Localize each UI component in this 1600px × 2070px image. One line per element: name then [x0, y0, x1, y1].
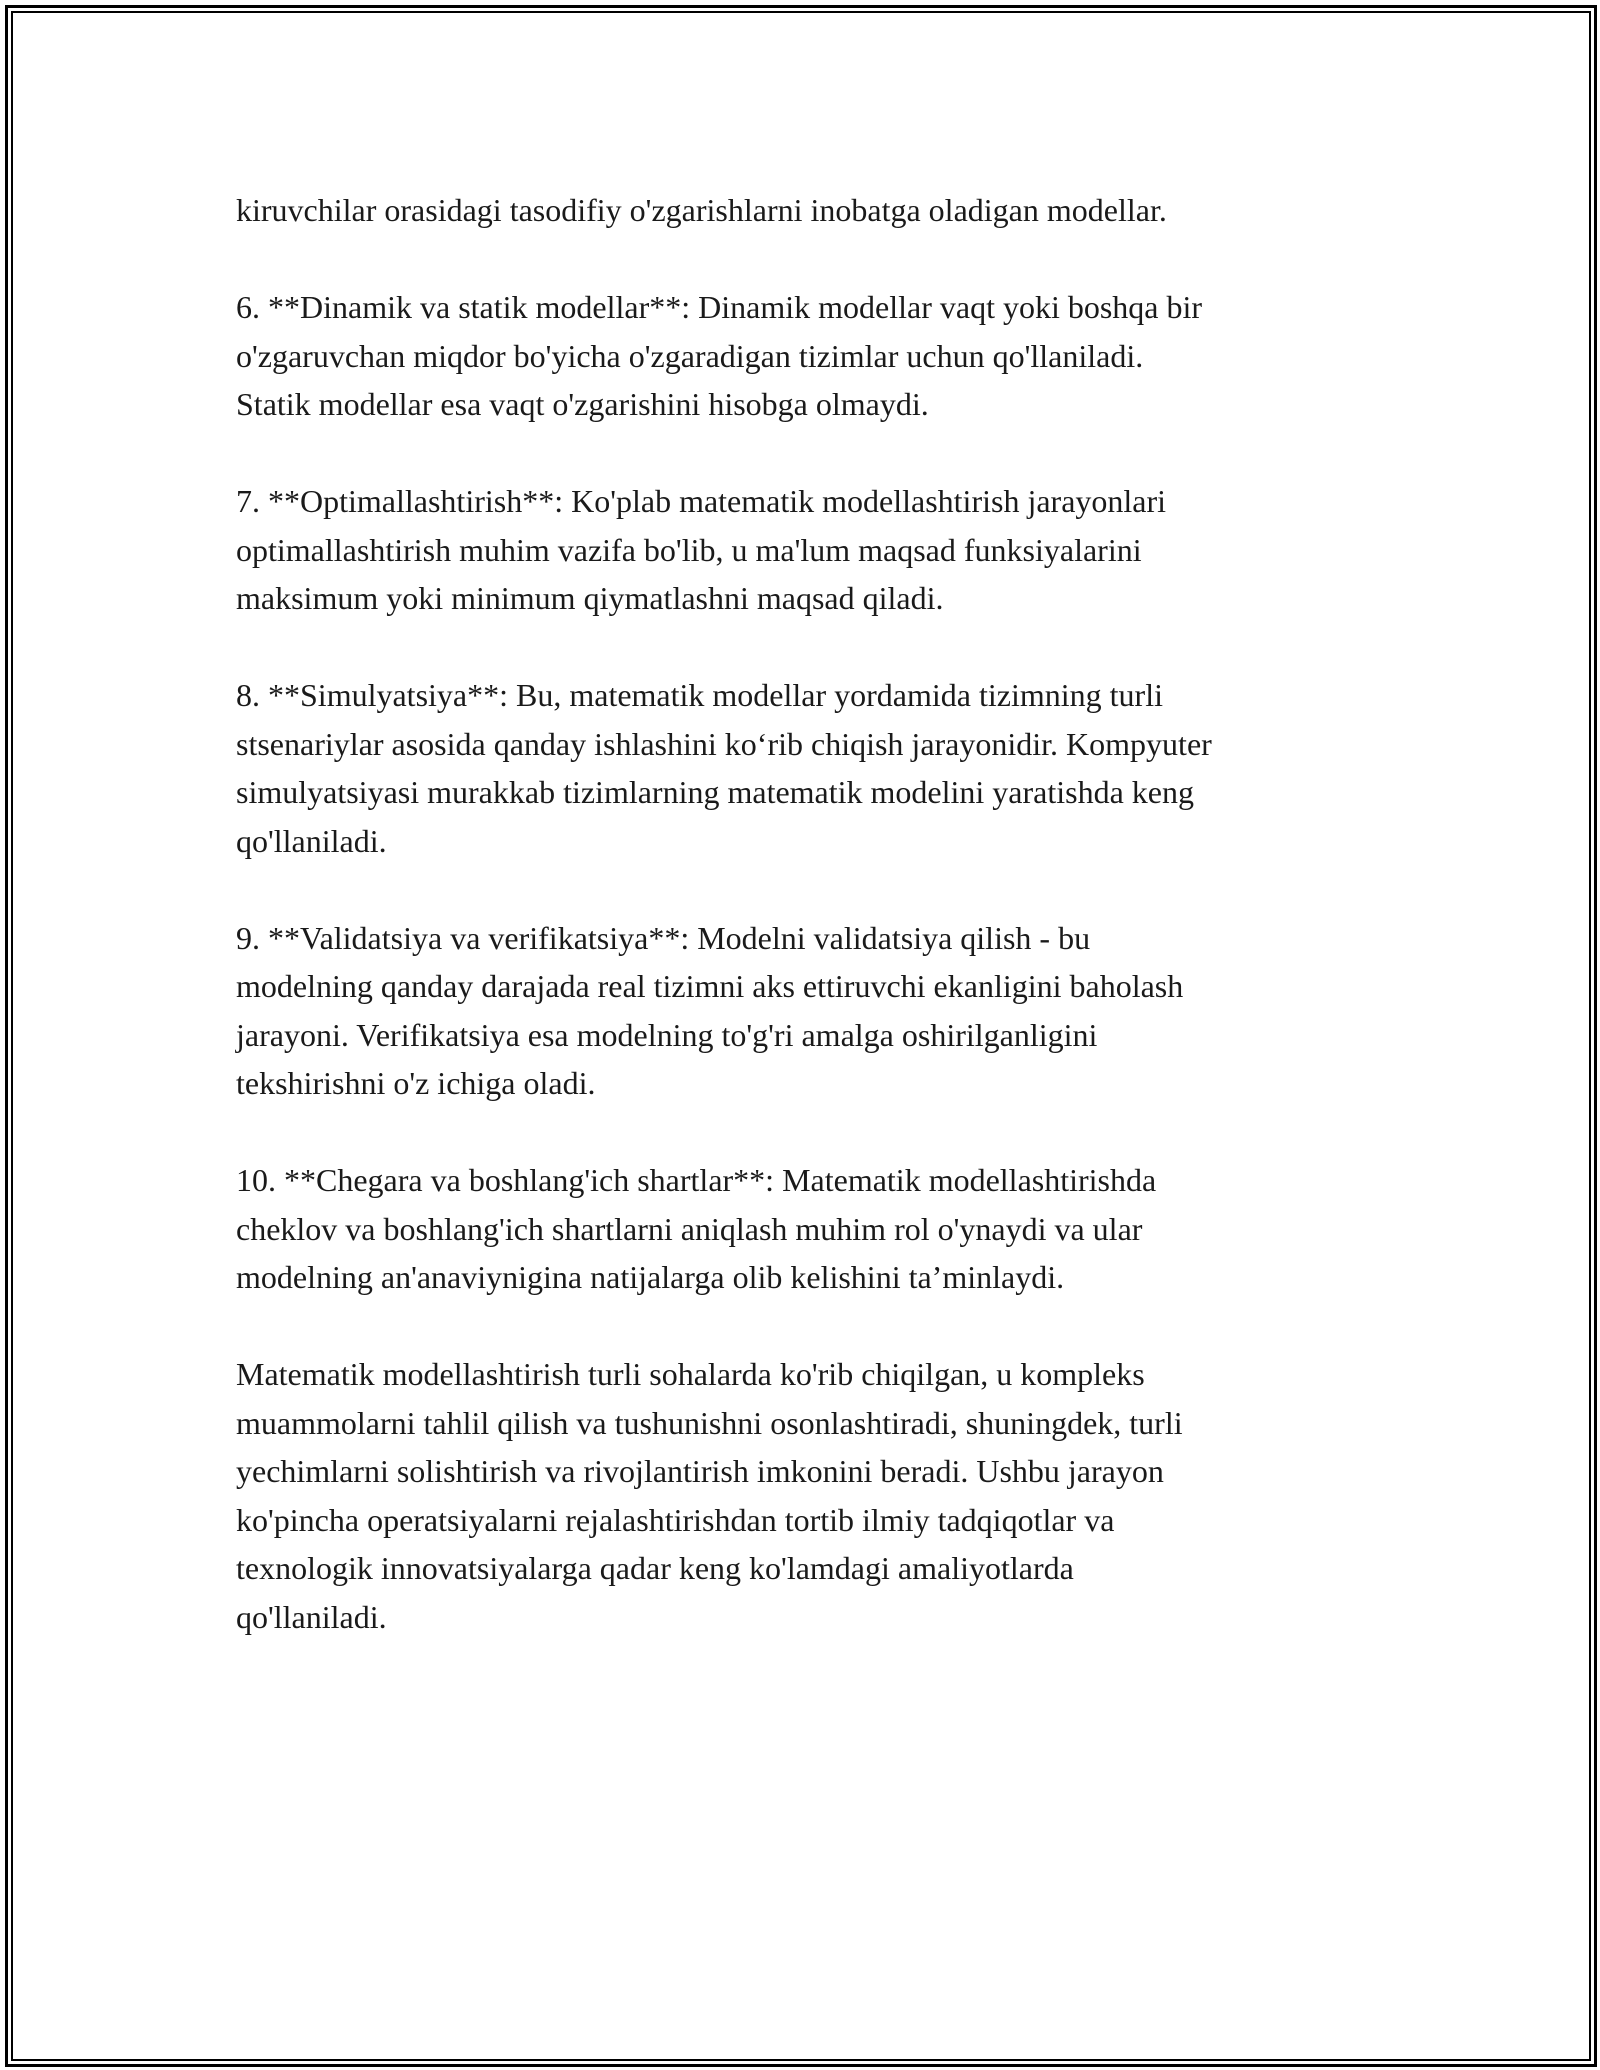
- paragraph-simulation: 8. **Simulyatsiya**: Bu, matematik modellar yordamida tizimning turli stsenariylar asosida qanday ishlashini ko‘rib chiqish jarayonidir. Kompyuter simulyatsiyasi murakkab tizimlarning matematik modelini yaratishda keng qo'llaniladi.: [236, 677, 1212, 859]
- paragraph-boundary-initial-conditions: 10. **Chegara va boshlang'ich shartlar**: Matematik modellashtirishda cheklov va boshlang'ich shartlarni aniqlash muhim rol o'ynaydi va ular modelning an'anaviynigina natijalarga olib kelishini ta’minlaydi.: [236, 1162, 1157, 1295]
- paragraph-conclusion: Matematik modellashtirish turli sohalarda ko'rib chiqilgan, u kompleks muammolarni tahlil qilish va tushunishni osonlashtiradi, shuningdek, turli yechimlarni solishtirish va rivojlantirish imkonini beradi. Ushbu jarayon ko'pincha operatsiyalarni rejalashtirishdan tortib ilmiy tadqiqotlar va texnologik innovatsiyalarga qadar keng ko'lamdagi amaliyotlarda qo'llaniladi.: [236, 1356, 1183, 1635]
- paragraph-dynamic-static-models: 6. **Dinamik va statik modellar**: Dinamik modellar vaqt yoki boshqa bir o'zgaruvchan miqdor bo'yicha o'zgaradigan tizimlar uchun qo'llaniladi. Statik modellar esa vaqt o'zgarishini hisobga olmaydi.: [236, 289, 1203, 422]
- paragraph-validation-verification: 9. **Validatsiya va verifikatsiya**: Modelni validatsiya qilish - bu modelning qanday darajada real tizimni aks ettiruvchi ekanligini baholash jarayoni. Verifikatsiya esa modelning to'g'ri amalga oshirilganligini tekshirishni o'z ichiga oladi.: [236, 919, 1184, 1101]
- document-body: [236, 186, 1366, 1690]
- paragraph-continuation: kiruvchilar orasidagi tasodifiy o'zgarishlarni inobatga oladigan modellar.: [236, 192, 1167, 228]
- paragraph-optimization: 7. **Optimallashtirish**: Ko'plab matematik modellashtirish jarayonlari optimallashtirish muhim vazifa bo'lib, u ma'lum maqsad funksiyalarini maksimum yoki minimum qiymatlashni maqsad qiladi.: [236, 483, 1167, 616]
